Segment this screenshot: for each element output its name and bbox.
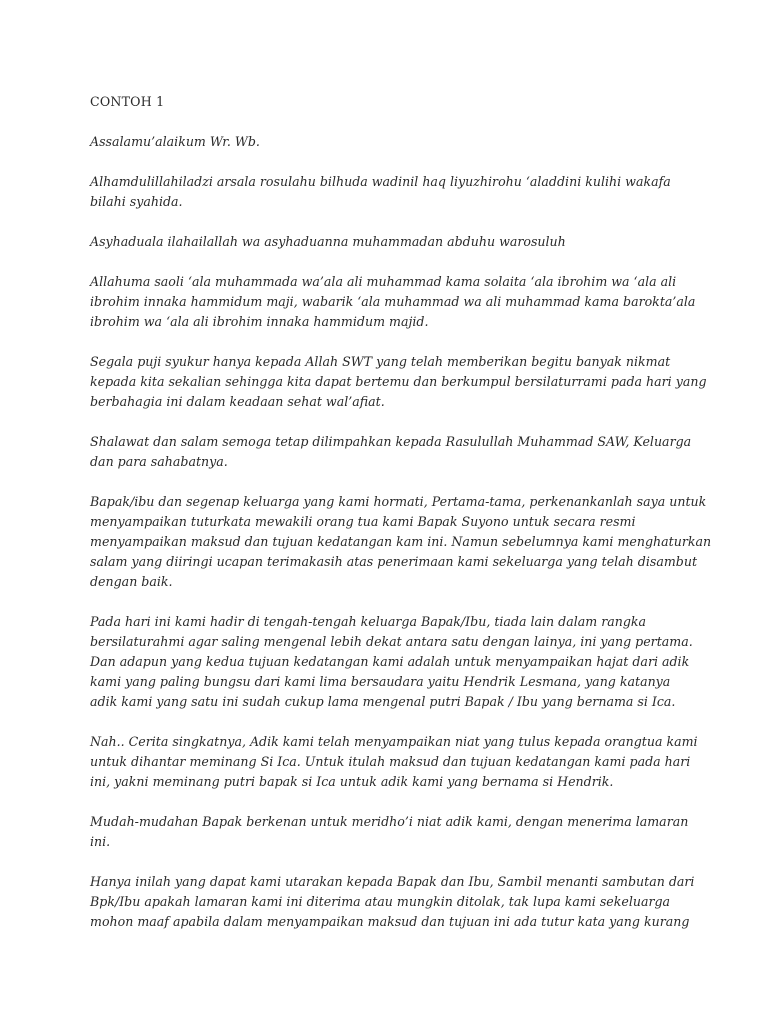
document-body: [90, 92, 712, 952]
paragraph: [90, 872, 695, 932]
paragraph: [90, 132, 680, 152]
paragraph-line: Asyhaduala ilahailallah wa asyhaduanna muhammadan abduhu warosuluh: [90, 234, 566, 249]
paragraph-line: menyampaikan tuturkata mewakili orang tua kami Bapak Suyono untuk secara resmi: [90, 514, 636, 529]
paragraph: [90, 812, 689, 852]
paragraph-list: [90, 132, 712, 932]
paragraph: [90, 352, 707, 412]
paragraph-line: bersilaturahmi agar saling mengenal lebih dekat antara satu dengan lainya, ini yang pertama.: [90, 634, 693, 649]
paragraph-line: adik kami yang satu ini sudah cukup lama mengenal putri Bapak / Ibu yang bernama si Ica.: [90, 694, 676, 709]
document-heading: CONTOH 1: [90, 94, 165, 109]
paragraph-line: Allahuma saoli ‘ala muhammada wa’ala ali muhammad kama solaita ‘ala ibrohim wa ‘ala ali: [90, 274, 677, 289]
paragraph-line: salam yang diiringi ucapan terimakasih atas penerimaan kami sekeluarga yang telah disambut: [90, 554, 698, 569]
paragraph: [90, 492, 712, 592]
paragraph-line: berbahagia ini dalam keadaan sehat wal’afiat.: [90, 394, 385, 409]
paragraph-line: bilahi syahida.: [90, 194, 183, 209]
paragraph: [90, 732, 698, 792]
paragraph-line: menyampaikan maksud dan tujuan kedatangan kam ini. Namun sebelumnya kami menghaturkan: [90, 534, 712, 549]
paragraph-line: ini, yakni meminang putri bapak si Ica untuk adik kami yang bernama si Hendrik.: [90, 774, 614, 789]
paragraph-line: Shalawat dan salam semoga tetap dilimpahkan kepada Rasulullah Muhammad SAW, Keluarga: [90, 434, 692, 449]
paragraph: [90, 272, 696, 332]
paragraph-line: Mudah-mudahan Bapak berkenan untuk meridho’i niat adik kami, dengan menerima lamaran: [90, 814, 689, 829]
paragraph-line: kami yang paling bungsu dari kami lima bersaudara yaitu Hendrik Lesmana, yang katanya: [90, 674, 671, 689]
paragraph-line: Bpk/Ibu apakah lamaran kami ini diterima atau mungkin ditolak, tak lupa kami sekeluarga: [90, 894, 671, 909]
paragraph-line: Alhamdulillahiladzi arsala rosulahu bilhuda wadinil haq liyuzhirohu ‘aladdini kulihi wakafa: [90, 174, 671, 189]
paragraph-line: Hanya inilah yang dapat kami utarakan kepada Bapak dan Ibu, Sambil menanti sambutan dari: [90, 874, 695, 889]
paragraph-line: ibrohim wa ‘ala ali ibrohim innaka hammidum majid.: [90, 314, 429, 329]
paragraph-line: Bapak/ibu dan segenap keluarga yang kami hormati, Pertama-tama, perkenankanlah saya untuk: [90, 494, 707, 509]
paragraph-line: ini.: [90, 834, 111, 849]
paragraph-line: Assalamu’alaikum Wr. Wb.: [90, 134, 260, 149]
paragraph: [90, 432, 692, 472]
paragraph: [90, 232, 680, 252]
paragraph-line: Nah.. Cerita singkatnya, Adik kami telah menyampaikan niat yang tulus kepada orangtua kami: [90, 734, 698, 749]
paragraph-line: untuk dihantar meminang Si Ica. Untuk itulah maksud dan tujuan kedatangan kami pada hari: [90, 754, 691, 769]
paragraph: [90, 172, 680, 212]
paragraph-line: kepada kita sekalian sehingga kita dapat bertemu dan berkumpul bersilaturrami pada hari yang: [90, 374, 707, 389]
paragraph-line: dengan baik.: [90, 574, 173, 589]
paragraph-line: dan para sahabatnya.: [90, 454, 228, 469]
paragraph-line: Segala puji syukur hanya kepada Allah SWT yang telah memberikan begitu banyak nikmat: [90, 354, 671, 369]
paragraph-line: ibrohim innaka hammidum maji, wabarik ‘ala muhammad wa ali muhammad kama barokta’ala: [90, 294, 696, 309]
paragraph-line: Pada hari ini kami hadir di tengah-tengah keluarga Bapak/Ibu, tiada lain dalam rangka: [90, 614, 647, 629]
paragraph-line: Dan adapun yang kedua tujuan kedatangan kami adalah untuk menyampaikan hajat dari adik: [90, 654, 690, 669]
paragraph: [90, 612, 693, 712]
paragraph-line: mohon maaf apabila dalam menyampaikan maksud dan tujuan ini ada tutur kata yang kurang: [90, 914, 690, 929]
